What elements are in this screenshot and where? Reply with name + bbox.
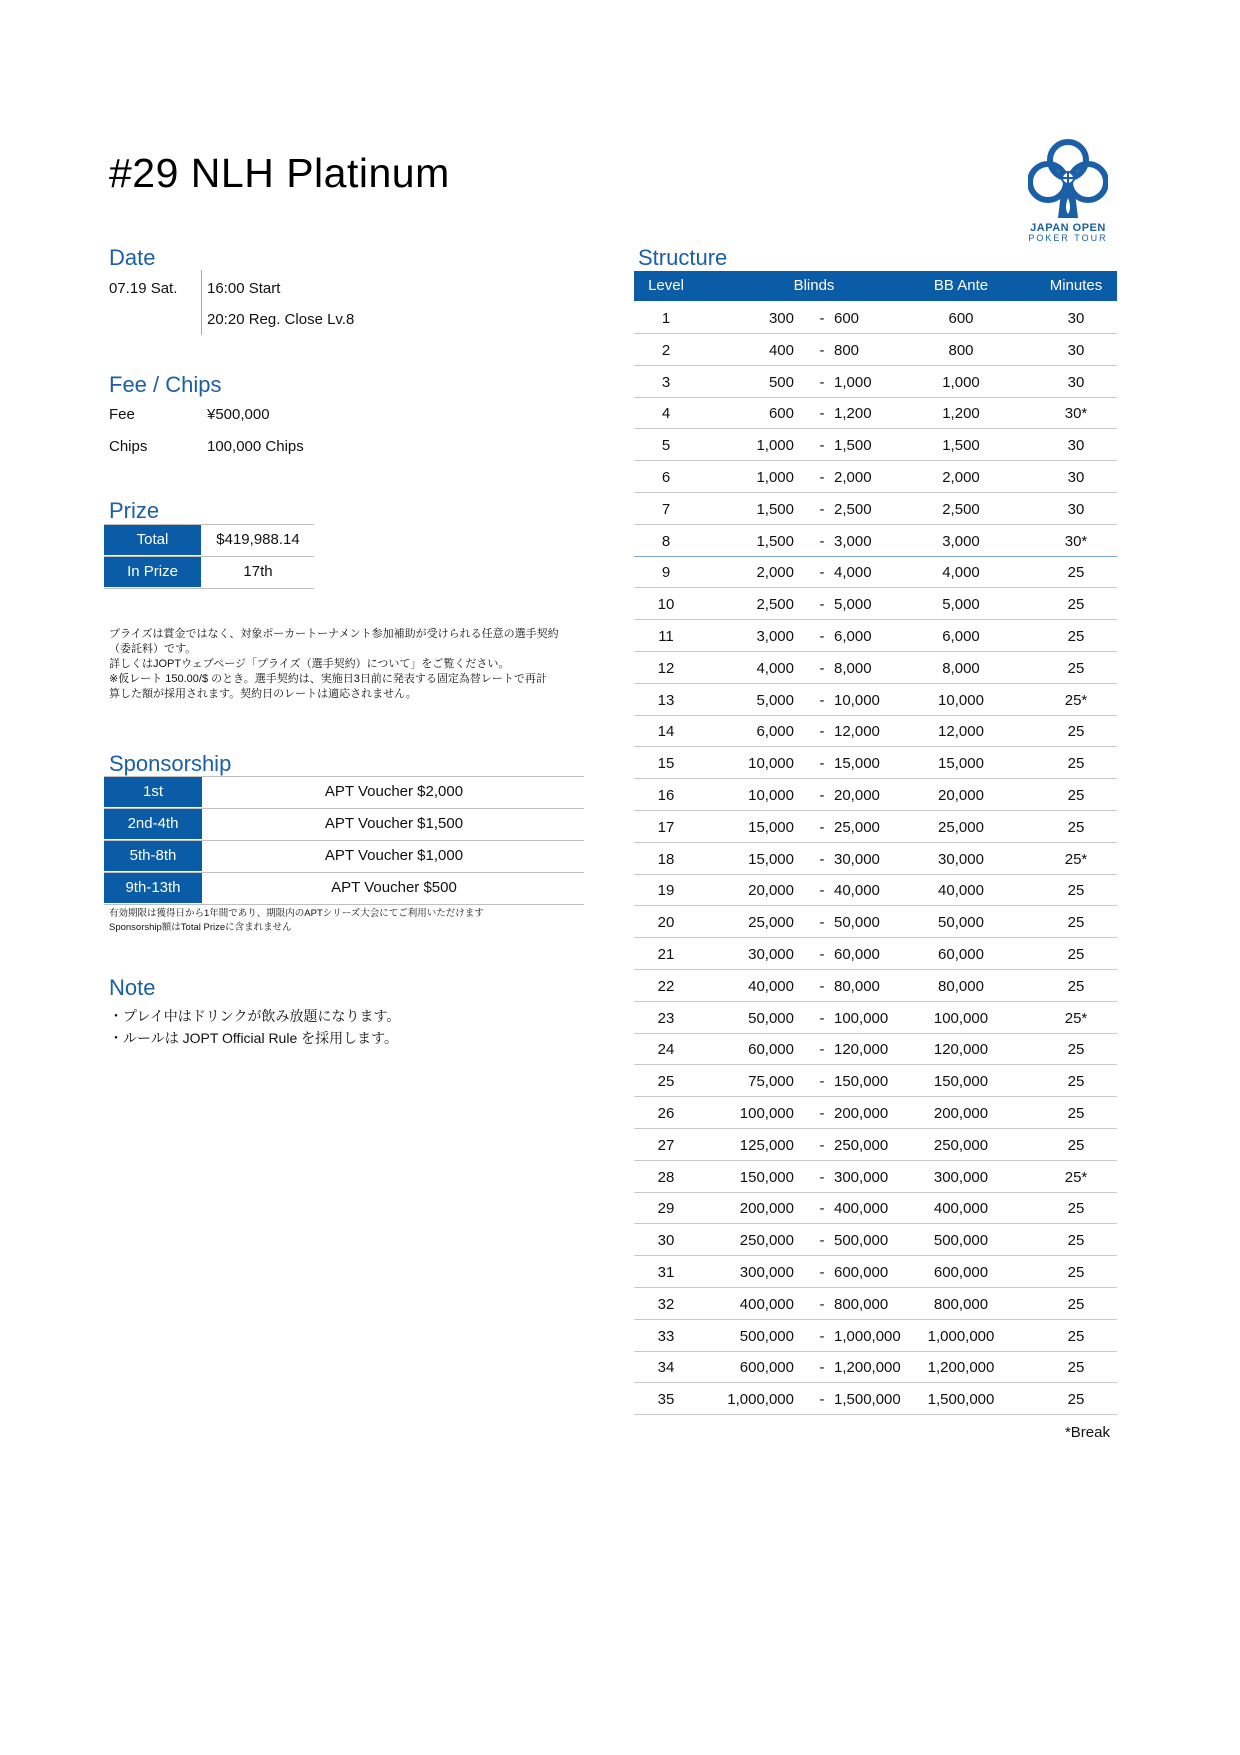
- level-cell: 9: [661, 564, 671, 582]
- structure-row: [634, 1351, 1117, 1383]
- big-blind-cell: 200,000: [834, 1105, 889, 1122]
- structure-row: [634, 715, 1117, 747]
- date-start: 16:00 Start: [207, 280, 281, 297]
- big-blind-cell: 80,000: [834, 977, 880, 995]
- big-blind-cell: 120,000: [834, 1041, 889, 1059]
- blind-separator: -: [819, 1359, 825, 1377]
- prize-inprize-label: In Prize: [104, 557, 201, 587]
- structure-row: [634, 1288, 1117, 1320]
- blind-separator: -: [819, 1264, 825, 1281]
- big-blind-cell: 600: [834, 310, 860, 327]
- ante-cell: 10,000: [938, 691, 984, 709]
- prize-heading: Prize: [109, 498, 160, 523]
- ante-cell: 250,000: [933, 1136, 989, 1154]
- small-blind-cell: 15,000: [748, 818, 794, 836]
- big-blind-cell: 1,000: [834, 373, 872, 391]
- minutes-cell: 25: [1067, 659, 1085, 677]
- small-blind-cell: 3,000: [756, 628, 794, 645]
- small-blind-cell: 25,000: [748, 914, 794, 932]
- ante-cell: 800,000: [933, 1295, 989, 1313]
- note-line-1: ・プレイ中はドリンクが飲み放題になります。: [109, 1008, 401, 1024]
- small-blind-cell: 1,000: [756, 469, 794, 486]
- minutes-cell: 30: [1067, 500, 1085, 518]
- blind-separator: -: [819, 755, 825, 773]
- structure-row: [634, 461, 1117, 493]
- structure-row: [634, 1002, 1117, 1034]
- minutes-cell: 25: [1067, 818, 1085, 836]
- col-ante: BB Ante: [933, 277, 989, 294]
- big-blind-cell: 150,000: [834, 1073, 889, 1091]
- level-cell: 5: [661, 437, 671, 455]
- structure-row: [634, 874, 1117, 906]
- big-blind-cell: 20,000: [834, 787, 880, 804]
- ante-cell: 3,000: [942, 532, 980, 550]
- small-blind-cell: 4,000: [756, 659, 794, 677]
- small-blind-cell: 300,000: [739, 1264, 794, 1281]
- fee-chips-heading: Fee / Chips: [109, 372, 222, 397]
- note-line-2: ・ルールは JOPT Official Rule を採用します。: [109, 1030, 399, 1046]
- small-blind-cell: 250,000: [739, 1232, 794, 1250]
- ante-cell: 40,000: [938, 882, 984, 900]
- ante-cell: 600: [948, 310, 974, 327]
- structure-row: [634, 1192, 1117, 1224]
- minutes-cell: 25: [1067, 755, 1085, 773]
- logo-text-main: JAPAN OPEN: [1030, 222, 1106, 234]
- prize-note-1: プライズは賞金ではなく、対象ポーカートーナメント参加補助が受けられる任意の選手契約: [109, 628, 559, 640]
- small-blind-cell: 500,000: [739, 1327, 794, 1345]
- structure-row: [634, 588, 1117, 620]
- ante-cell: 800: [948, 341, 974, 359]
- big-blind-cell: 600,000: [834, 1264, 889, 1281]
- small-blind-cell: 40,000: [748, 977, 794, 995]
- big-blind-cell: 25,000: [834, 818, 880, 836]
- ante-cell: 600,000: [933, 1264, 989, 1281]
- chips-label: Chips: [109, 438, 148, 455]
- big-blind-cell: 3,000: [834, 532, 872, 550]
- ante-cell: 500,000: [933, 1232, 989, 1250]
- level-cell: 1: [661, 310, 671, 327]
- blind-separator: -: [819, 532, 825, 550]
- big-blind-cell: 1,200,000: [834, 1359, 901, 1377]
- minutes-cell: 25: [1067, 882, 1085, 900]
- level-cell: 2: [661, 341, 671, 359]
- minutes-cell: 25: [1067, 1041, 1085, 1059]
- level-cell: 10: [657, 596, 675, 614]
- minutes-cell: 25: [1067, 1105, 1085, 1122]
- minutes-cell: 25: [1067, 564, 1085, 582]
- ante-cell: 80,000: [938, 977, 984, 995]
- small-blind-cell: 10,000: [748, 787, 794, 804]
- level-cell: 25: [657, 1073, 675, 1091]
- small-blind-cell: 6,000: [756, 723, 794, 741]
- blind-separator: -: [819, 1168, 825, 1186]
- ante-cell: 400,000: [933, 1200, 989, 1218]
- minutes-cell: 30: [1067, 373, 1085, 391]
- ante-cell: 20,000: [938, 787, 984, 804]
- big-blind-cell: 400,000: [834, 1200, 889, 1218]
- blind-separator: -: [819, 310, 825, 327]
- small-blind-cell: 200,000: [739, 1200, 794, 1218]
- small-blind-cell: 75,000: [748, 1073, 794, 1091]
- blind-separator: -: [819, 596, 825, 614]
- level-cell: 24: [657, 1041, 675, 1059]
- blind-separator: -: [819, 1073, 825, 1091]
- level-cell: 19: [657, 882, 675, 900]
- structure-table-header: [634, 271, 1117, 301]
- structure-row: [634, 366, 1117, 398]
- fee-value: ¥500,000: [207, 406, 270, 423]
- structure-row: [634, 1320, 1117, 1352]
- ante-cell: 25,000: [938, 818, 984, 836]
- level-cell: 7: [661, 500, 671, 518]
- level-cell: 8: [661, 532, 671, 550]
- minutes-cell: 25: [1067, 1264, 1085, 1281]
- blind-separator: -: [819, 882, 825, 900]
- structure-row: [634, 684, 1117, 716]
- ante-cell: 150,000: [933, 1073, 989, 1091]
- level-cell: 26: [657, 1105, 675, 1122]
- level-cell: 12: [657, 659, 675, 677]
- minutes-cell: 25*: [1064, 850, 1088, 868]
- ante-cell: 1,200: [942, 405, 980, 423]
- club-logo-icon: [1028, 138, 1108, 223]
- col-level: Level: [648, 277, 684, 294]
- level-cell: 30: [657, 1232, 675, 1250]
- minutes-cell: 30: [1067, 341, 1085, 359]
- minutes-cell: 25*: [1064, 1168, 1088, 1186]
- blind-separator: -: [819, 437, 825, 455]
- sponsor-place-4: 9th-13th: [104, 873, 202, 903]
- structure-row: [634, 493, 1117, 525]
- blind-separator: -: [819, 691, 825, 709]
- blind-separator: -: [819, 373, 825, 391]
- sponsor-reward-2: APT Voucher $1,500: [324, 815, 464, 832]
- blind-separator: -: [819, 1391, 825, 1409]
- ante-cell: 1,500,000: [927, 1391, 995, 1409]
- minutes-cell: 25*: [1064, 1009, 1088, 1027]
- ante-cell: 120,000: [933, 1041, 989, 1059]
- small-blind-cell: 1,500: [756, 500, 794, 518]
- prize-note-2: （委託料）です。: [109, 643, 197, 655]
- blind-separator: -: [819, 787, 825, 804]
- logo-text-sub: POKER TOUR: [1028, 233, 1108, 243]
- big-blind-cell: 50,000: [834, 914, 880, 932]
- date-divider: [201, 270, 202, 335]
- small-blind-cell: 300: [768, 310, 794, 327]
- prize-total-label: Total: [104, 525, 201, 555]
- blind-separator: -: [819, 469, 825, 486]
- big-blind-cell: 8,000: [834, 659, 872, 677]
- minutes-cell: 25: [1067, 787, 1085, 804]
- blind-separator: -: [819, 946, 825, 963]
- level-cell: 17: [657, 818, 675, 836]
- small-blind-cell: 1,500: [756, 532, 794, 550]
- small-blind-cell: 5,000: [756, 691, 794, 709]
- big-blind-cell: 800,000: [834, 1295, 889, 1313]
- level-cell: 29: [657, 1200, 675, 1218]
- big-blind-cell: 1,500,000: [834, 1391, 901, 1409]
- structure-row: [634, 1065, 1117, 1097]
- level-cell: 20: [657, 914, 675, 932]
- prize-bottom-rule: [104, 588, 314, 589]
- structure-row: [634, 302, 1117, 334]
- blind-separator: -: [819, 1295, 825, 1313]
- structure-row: [634, 1129, 1117, 1161]
- big-blind-cell: 40,000: [834, 882, 880, 900]
- date-reg-close: 20:20 Reg. Close Lv.8: [207, 311, 355, 328]
- structure-row: [634, 1383, 1117, 1415]
- minutes-cell: 25*: [1064, 691, 1088, 709]
- sponsor-reward-4: APT Voucher $500: [331, 879, 457, 896]
- big-blind-cell: 30,000: [834, 850, 880, 868]
- minutes-cell: 25: [1067, 1359, 1085, 1377]
- level-cell: 14: [657, 723, 675, 741]
- ante-cell: 100,000: [933, 1009, 989, 1027]
- minutes-cell: 25: [1067, 977, 1085, 995]
- blind-separator: -: [819, 405, 825, 423]
- structure-row: [634, 429, 1117, 461]
- small-blind-cell: 10,000: [748, 755, 794, 773]
- blind-separator: -: [819, 1041, 825, 1059]
- small-blind-cell: 30,000: [748, 946, 794, 963]
- ante-cell: 12,000: [938, 723, 984, 741]
- ante-cell: 2,000: [942, 469, 980, 486]
- break-note: *Break: [1064, 1424, 1110, 1441]
- structure-heading: Structure: [638, 245, 728, 270]
- sponsor-note-1: 有効期限は獲得日から1年間であり、期限内のAPTシリーズ大会にてご利用いただけます: [109, 908, 484, 919]
- big-blind-cell: 250,000: [834, 1136, 889, 1154]
- small-blind-cell: 1,000: [756, 437, 794, 455]
- ante-cell: 8,000: [942, 659, 980, 677]
- structure-row: [634, 397, 1117, 429]
- minutes-cell: 25: [1067, 914, 1085, 932]
- blind-separator: -: [819, 914, 825, 932]
- note-heading: Note: [109, 975, 156, 1000]
- structure-row: [634, 556, 1117, 588]
- blind-separator: -: [819, 500, 825, 518]
- level-cell: 35: [657, 1391, 675, 1409]
- structure-row: [634, 970, 1117, 1002]
- prize-inprize-value: 17th: [243, 563, 273, 580]
- big-blind-cell: 60,000: [834, 946, 880, 963]
- col-minutes: Minutes: [1049, 277, 1103, 294]
- level-cell: 23: [657, 1009, 675, 1027]
- ante-cell: 2,500: [942, 500, 980, 518]
- level-cell: 22: [657, 977, 675, 995]
- level-cell: 16: [657, 787, 675, 804]
- big-blind-cell: 4,000: [834, 564, 872, 582]
- big-blind-cell: 2,500: [834, 500, 872, 518]
- ante-cell: 6,000: [942, 628, 980, 645]
- sponsor-place-3: 5th-8th: [104, 841, 202, 871]
- big-blind-cell: 1,200: [834, 405, 872, 423]
- minutes-cell: 25: [1067, 1295, 1085, 1313]
- sponsor-rule-4: [104, 904, 584, 905]
- ante-cell: 4,000: [942, 564, 980, 582]
- blind-separator: -: [819, 818, 825, 836]
- level-cell: 3: [661, 373, 671, 391]
- blind-separator: -: [819, 659, 825, 677]
- minutes-cell: 30*: [1064, 532, 1088, 550]
- sponsor-reward-1: APT Voucher $2,000: [324, 783, 464, 800]
- structure-row: [634, 938, 1117, 970]
- level-cell: 33: [657, 1327, 675, 1345]
- structure-row: [634, 334, 1117, 366]
- minutes-cell: 30: [1067, 469, 1085, 486]
- big-blind-cell: 12,000: [834, 723, 880, 741]
- level-cell: 21: [657, 946, 675, 963]
- blind-separator: -: [819, 1232, 825, 1250]
- prize-note-5: 算した額が採用されます。契約日のレートは適応されません。: [109, 688, 417, 700]
- blind-separator: -: [819, 564, 825, 582]
- minutes-cell: 30: [1067, 310, 1085, 327]
- level-cell: 18: [657, 850, 675, 868]
- prize-total-value: $419,988.14: [216, 531, 300, 548]
- structure-row: [634, 1033, 1117, 1065]
- structure-row: [634, 652, 1117, 684]
- structure-row: [634, 1097, 1117, 1129]
- ante-cell: 30,000: [938, 850, 984, 868]
- small-blind-cell: 500: [768, 373, 794, 391]
- small-blind-cell: 15,000: [748, 850, 794, 868]
- small-blind-cell: 150,000: [739, 1168, 794, 1186]
- level-cell: 31: [657, 1264, 675, 1281]
- blind-separator: -: [819, 1009, 825, 1027]
- blind-separator: -: [819, 628, 825, 645]
- small-blind-cell: 20,000: [748, 882, 794, 900]
- structure-row: [634, 747, 1117, 779]
- level-cell: 32: [657, 1295, 675, 1313]
- structure-row: [634, 525, 1117, 557]
- small-blind-cell: 60,000: [748, 1041, 794, 1059]
- ante-cell: 1,000,000: [927, 1327, 995, 1345]
- small-blind-cell: 125,000: [739, 1136, 794, 1154]
- date-day: 07.19 Sat.: [109, 280, 178, 297]
- big-blind-cell: 15,000: [834, 755, 880, 773]
- blind-separator: -: [819, 850, 825, 868]
- small-blind-cell: 600: [768, 405, 794, 423]
- small-blind-cell: 400,000: [739, 1295, 794, 1313]
- minutes-cell: 25: [1067, 1232, 1085, 1250]
- minutes-cell: 25: [1067, 946, 1085, 963]
- minutes-cell: 25: [1067, 1391, 1085, 1409]
- level-cell: 34: [657, 1359, 675, 1377]
- big-blind-cell: 800: [834, 341, 860, 359]
- level-cell: 28: [657, 1168, 675, 1186]
- level-cell: 4: [661, 405, 671, 423]
- ante-cell: 300,000: [933, 1168, 989, 1186]
- ante-cell: 200,000: [933, 1105, 989, 1122]
- minutes-cell: 30: [1067, 437, 1085, 455]
- ante-cell: 50,000: [938, 914, 984, 932]
- structure-row: [634, 843, 1117, 875]
- minutes-cell: 25: [1067, 723, 1085, 741]
- blind-separator: -: [819, 1327, 825, 1345]
- big-blind-cell: 1,500: [834, 437, 872, 455]
- small-blind-cell: 2,500: [756, 596, 794, 614]
- blind-separator: -: [819, 977, 825, 995]
- small-blind-cell: 600,000: [739, 1359, 794, 1377]
- minutes-cell: 25: [1067, 1073, 1085, 1091]
- level-cell: 13: [657, 691, 675, 709]
- level-cell: 27: [657, 1136, 675, 1154]
- col-blinds: Blinds: [793, 277, 835, 294]
- ante-cell: 5,000: [942, 596, 980, 614]
- blind-separator: -: [819, 1136, 825, 1154]
- structure-row: [634, 779, 1117, 811]
- sponsorship-heading: Sponsorship: [109, 751, 232, 776]
- blind-separator: -: [819, 1105, 825, 1122]
- structure-row: [634, 1224, 1117, 1256]
- small-blind-cell: 50,000: [748, 1009, 794, 1027]
- big-blind-cell: 300,000: [834, 1168, 889, 1186]
- structure-row: [634, 1161, 1117, 1193]
- sponsor-place-2: 2nd-4th: [104, 809, 202, 839]
- big-blind-cell: 1,000,000: [834, 1327, 901, 1345]
- prize-note-4: ※仮レート 150.00/$ のとき。選手契約は、実施日3日前に発表する固定為替レートで再計: [109, 673, 547, 685]
- ante-cell: 1,200,000: [927, 1359, 995, 1377]
- small-blind-cell: 400: [768, 341, 794, 359]
- small-blind-cell: 2,000: [756, 564, 794, 582]
- structure-row: [634, 620, 1117, 652]
- blind-separator: -: [819, 1200, 825, 1218]
- small-blind-cell: 100,000: [739, 1105, 794, 1122]
- date-heading: Date: [109, 245, 156, 270]
- sponsor-note-2: Sponsorship額はTotal Prizeに含まれません: [109, 922, 292, 933]
- ante-cell: 15,000: [938, 755, 984, 773]
- minutes-cell: 30*: [1064, 405, 1088, 423]
- minutes-cell: 25: [1067, 1327, 1085, 1345]
- ante-cell: 1,000: [942, 373, 980, 391]
- page-title: #29 NLH Platinum: [109, 150, 450, 196]
- ante-cell: 60,000: [938, 946, 984, 963]
- minutes-cell: 25: [1067, 628, 1085, 645]
- prize-note-3: 詳しくはJOPTウェブページ「プライズ（選手契約）について」をご覧ください。: [109, 658, 510, 670]
- big-blind-cell: 10,000: [834, 691, 880, 709]
- level-cell: 15: [657, 755, 675, 773]
- fee-label: Fee: [109, 406, 135, 423]
- minutes-cell: 25: [1067, 1200, 1085, 1218]
- structure-row: [634, 811, 1117, 843]
- structure-row: [634, 906, 1117, 938]
- blind-separator: -: [819, 341, 825, 359]
- jopt-logo: [1022, 138, 1114, 246]
- level-cell: 11: [658, 628, 674, 645]
- level-cell: 6: [661, 469, 671, 486]
- big-blind-cell: 5,000: [834, 596, 872, 614]
- sponsor-reward-3: APT Voucher $1,000: [324, 847, 464, 864]
- minutes-cell: 25: [1067, 596, 1085, 614]
- small-blind-cell: 1,000,000: [727, 1391, 794, 1409]
- chips-value: 100,000 Chips: [207, 438, 304, 455]
- blind-separator: -: [819, 723, 825, 741]
- big-blind-cell: 100,000: [834, 1009, 889, 1027]
- big-blind-cell: 2,000: [834, 469, 872, 486]
- sponsor-place-1: 1st: [104, 777, 202, 807]
- structure-row: [634, 1256, 1117, 1288]
- ante-cell: 1,500: [942, 437, 980, 455]
- big-blind-cell: 500,000: [834, 1232, 889, 1250]
- minutes-cell: 25: [1067, 1136, 1085, 1154]
- big-blind-cell: 6,000: [834, 628, 872, 645]
